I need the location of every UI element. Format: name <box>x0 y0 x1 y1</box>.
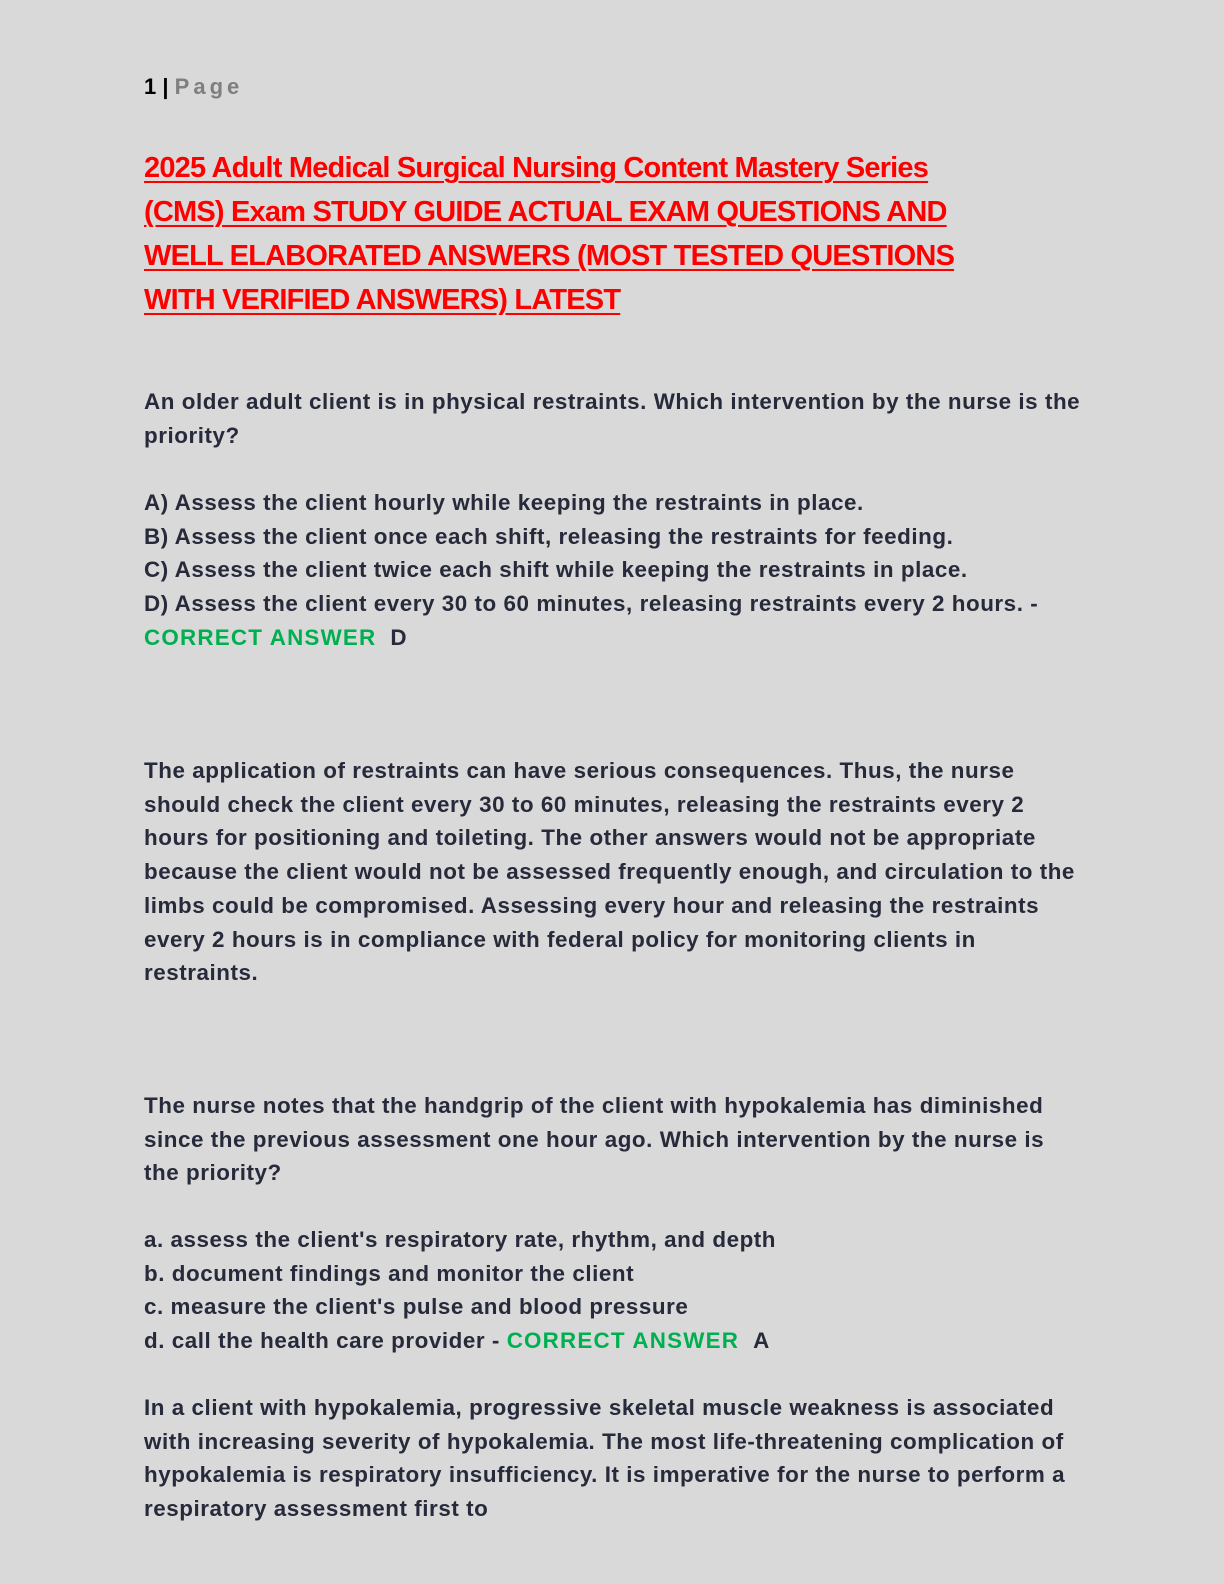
title-line: 2025 Adult Medical Surgical Nursing Content Mastery Series <box>144 152 929 184</box>
header-separator: | <box>162 74 169 99</box>
question-1-options <box>144 486 1084 655</box>
title-line: (CMS) Exam STUDY GUIDE ACTUAL EXAM QUESTIONS AND <box>144 196 947 228</box>
question-2-text: The nurse notes that the handgrip of the client with hypokalemia has diminished since the previous assessment one hour ago. Which intervention by the nurse is the priority? <box>144 1093 1045 1186</box>
answer-option-b: b. document findings and monitor the client <box>144 1260 635 1286</box>
answer-option-b: B) Assess the client once each shift, releasing the restraints for feeding. <box>144 523 954 549</box>
question-1-text: An older adult client is in physical restraints. Which intervention by the nurse is the priority? <box>144 389 1081 448</box>
document-title <box>144 146 1084 322</box>
answer-option-c: C) Assess the client twice each shift while keeping the restraints in place. <box>144 557 968 583</box>
page-number: 1 <box>144 74 157 99</box>
answer-option-d-text: d. call the health care provider - <box>144 1328 500 1354</box>
correct-answer-label: CORRECT ANSWER <box>144 624 377 650</box>
page-header <box>144 74 243 100</box>
answer-option-d <box>144 1324 1084 1358</box>
page-label: Page <box>174 74 244 99</box>
answer-option-d-text: D) Assess the client every 30 to 60 minutes, releasing restraints every 2 hours. - <box>144 591 1039 617</box>
title-line: WELL ELABORATED ANSWERS (MOST TESTED QUESTIONS <box>144 240 955 272</box>
question-2-rationale: In a client with hypokalemia, progressive skeletal muscle weakness is associated with increasing severity of hypokalemia. The most life-threatening complication of hypokalemia is respiratory insufficiency. It is imperative for the nurse to perform a respiratory assessment first to <box>144 1395 1066 1522</box>
correct-answer-value: D <box>390 624 408 650</box>
correct-answer-value: A <box>753 1328 770 1354</box>
question-1-rationale: The application of restraints can have serious consequences. Thus, the nurse should check the client every 30 to 60 minutes, releasing the restraints every 2 hours for positioning and toileting. The other answers would not be appropriate because the client would not be assessed frequently enough, and circulation to the limbs could be compromised. Assessing every hour and releasing the restraints every 2 hours is in compliance with federal policy for monitoring clients in restraints. <box>144 758 1075 986</box>
question-2-options <box>144 1223 1084 1358</box>
answer-option-c: c. measure the client's pulse and blood pressure <box>144 1294 689 1320</box>
title-line: WITH VERIFIED ANSWERS) LATEST <box>144 284 621 316</box>
answer-option-a: a. assess the client's respiratory rate, rhythm, and depth <box>144 1227 777 1252</box>
answer-option-a: A) Assess the client hourly while keeping the restraints in place. <box>144 490 864 515</box>
answer-option-d <box>144 587 1084 654</box>
correct-answer-label: CORRECT ANSWER <box>506 1328 740 1354</box>
